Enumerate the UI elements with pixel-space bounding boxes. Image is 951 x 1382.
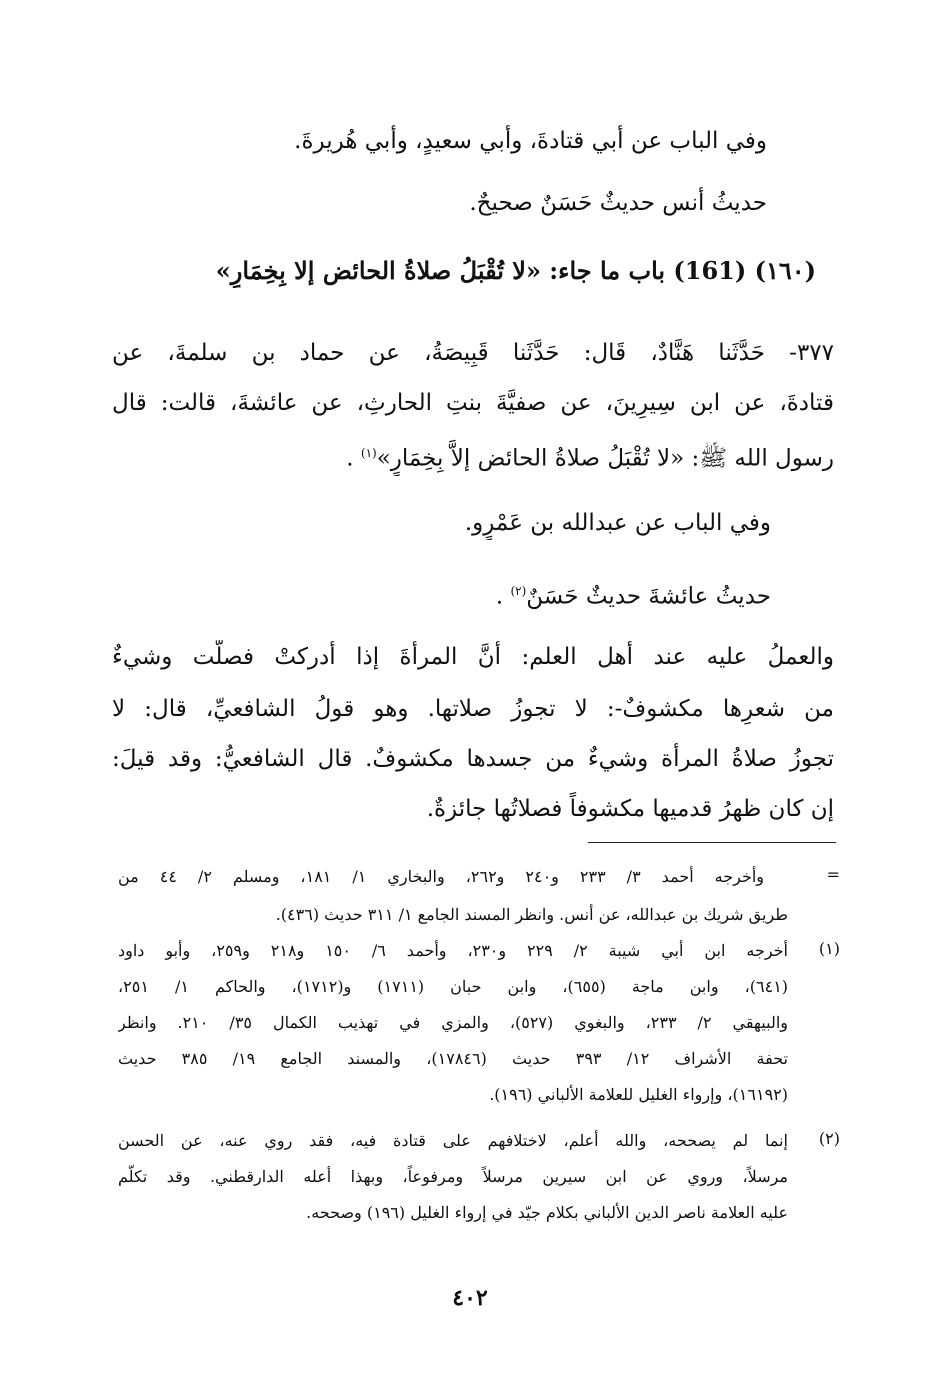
amal-line: من شعرِها مكشوفٌ-: لا تجوزُ صلاتها. وهو قولُ الشافعيِّ، قال: لا <box>112 696 834 722</box>
grading-line: حديثُ أنس حديثٌ حَسَنٌ صحيحٌ. <box>469 190 767 216</box>
footnote-line: عليه العلامة ناصر الدين الألباني بكلام جيّد في إرواء الغليل (١٩٦) وصححه. <box>306 1203 788 1222</box>
page-number: ٤٠٢ <box>452 1285 488 1311</box>
footnote-line: والبيهقي ٢/ ٢٣٣، والبغوي (٥٢٧)، والمزي في تهذيب الكمال ٣٥/ ٢١٠. وانظر <box>118 1013 788 1032</box>
footnote-divider <box>588 842 836 843</box>
footnote-marker: (٢) <box>818 1129 840 1148</box>
footnote-marker: (١) <box>818 939 840 958</box>
hadith-period: . <box>346 445 354 472</box>
footnote-line: (١٦١٩٢)، وإرواء الغليل للعلامة الألباني (١٩٦). <box>489 1085 788 1104</box>
chapter-number-latin: (161) <box>673 256 747 285</box>
grading-period: . <box>495 583 504 610</box>
grading-line <box>160 574 771 614</box>
footnote-line: طريق شريك بن عبدالله، عن أنس. وانظر المسند الجامع ١/ ٣١١ حديث (٤٣٦). <box>275 905 788 924</box>
amal-line: تجوزُ صلاةُ المرأة وشيءٌ من جسدها مكشوفٌ. قال الشافعيُّ: وقد قيلَ: <box>112 746 834 772</box>
footnote-ref[interactable]: (١) <box>360 446 377 460</box>
bab-line: وفي الباب عن أبي قتادةَ، وأبي سعيدٍ، وأبي هُريرةَ. <box>294 128 767 154</box>
footnote-line: تحفة الأشراف ١٢/ ٣٩٣ حديث (١٧٨٤٦)، والمسند الجامع ١٩/ ٣٨٥ حديث <box>118 1049 788 1068</box>
hadith-line <box>112 436 834 476</box>
chapter-number-arabic: (١٦٠) <box>754 256 816 285</box>
footnote-line: مرسلاً، وروي عن ابن سيرين مرسلاً ومرفوعاً، وبهذا أعله الدارقطني. وقد تكلّم <box>118 1167 788 1186</box>
footnote-line: وأخرجه أحمد ٣/ ٢٣٣ و٢٤٠ و٢٦٢، والبخاري ١/ ١٨١، ومسلم ٢/ ٤٤ من <box>118 867 764 886</box>
chapter-title: باب ما جاء: «لا تُقْبَلُ صلاةُ الحائض إلا بِخِمَارٍ» <box>215 256 666 285</box>
bab-line: وفي الباب عن عبدالله بن عَمْرٍو. <box>464 510 771 536</box>
chapter-heading <box>100 254 816 288</box>
grading-text: حديثُ عائشةَ حديثٌ حَسَنٌ <box>526 583 771 610</box>
footnote-ref[interactable]: (٢) <box>510 584 527 598</box>
amal-line: إن كان ظهرُ قدميها مكشوفاً فصلاتُها جائزةٌ. <box>426 796 834 822</box>
amal-line: والعملُ عليه عند أهل العلم: أنَّ المرأةَ إذا أدركتْ فصلَّت وشيءٌ <box>112 644 834 670</box>
hadith-line: ٣٧٧- حَدَّثَنا هَنَّادٌ، قَال: حَدَّثَنا قَبِيصَةُ، عن حماد بن سلمةَ، عن <box>112 340 834 366</box>
footnote-line: إنما لم يصححه، والله أعلم، لاختلافهم على قتادة فيه، فقد روي عنه، عن الحسن <box>118 1131 788 1150</box>
hadith-line: قتادةَ، عن ابن سِيرِينَ، عن صفيَّةَ بنتِ الحارثِ، عن عائشةَ، قالت: قال <box>112 390 834 416</box>
footnote-line: (٦٤١)، وابن ماجة (٦٥٥)، وابن حبان (١٧١١) و(١٧١٢)، والحاكم ١/ ٢٥١، <box>118 977 788 996</box>
hadith-text: رسول الله ﷺ: «لا تُقْبَلُ صلاةُ الحائض إلاَّ بِخِمَارٍ» <box>376 445 834 472</box>
footnote-line: أخرجه ابن أبي شيبة ٢/ ٢٢٩ و٢٣٠، وأحمد ٦/ ١٥٠ و٢١٨ و٢٥٩، وأبو داود <box>118 941 788 960</box>
continuation-marker: = <box>826 865 840 884</box>
